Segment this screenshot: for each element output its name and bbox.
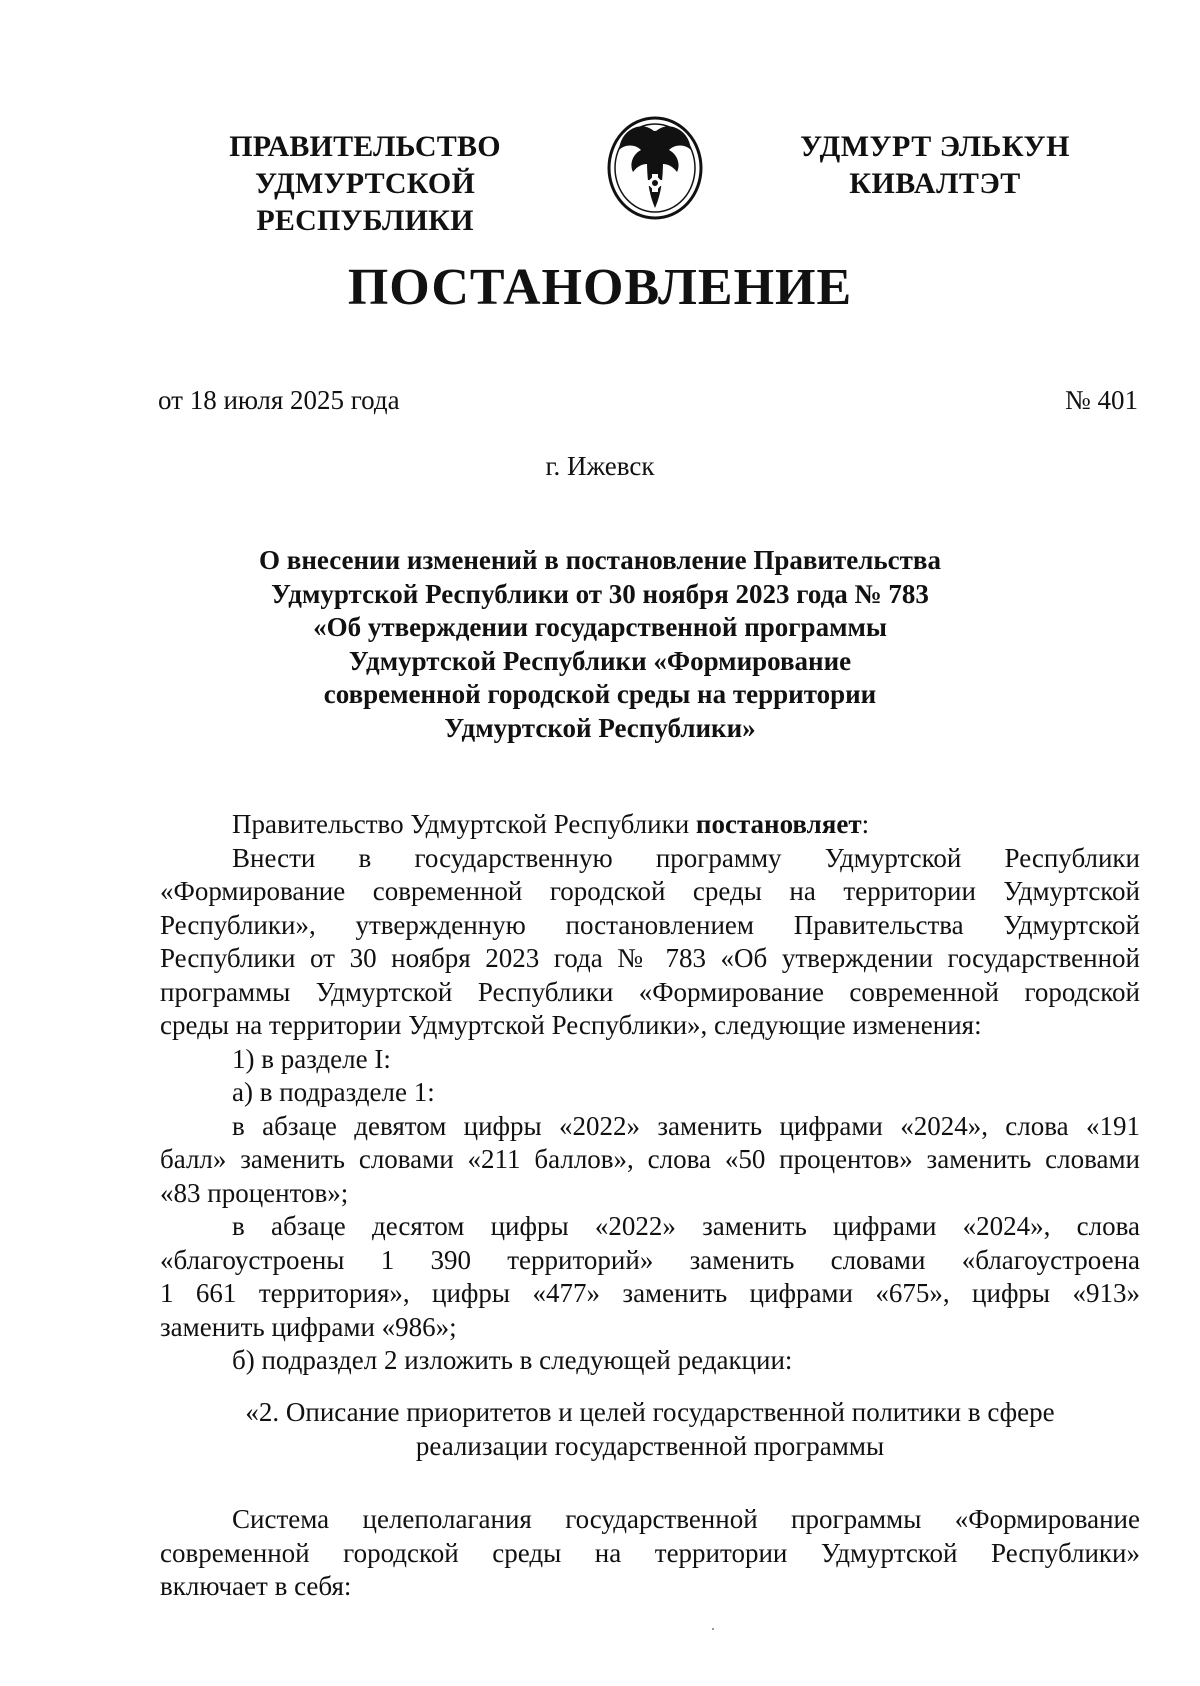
title-line: Удмуртской Республики «Формирование — [348, 645, 852, 676]
paragraph-line: Внести в государственную программу Удмуртской Республики — [232, 842, 1140, 873]
issuer-line: УДМУРТ ЭЛЬКУН — [800, 130, 1070, 163]
paragraph-line: программы Удмуртской Республики «Формирование современной городской — [160, 976, 1140, 1007]
title-line: «Об утверждении государственной программы — [313, 612, 887, 642]
decree-verb: постановляет — [695, 809, 862, 839]
title-line: Удмуртской Республики» — [444, 712, 756, 743]
section-body — [160, 1503, 1140, 1604]
document-city: г. Ижевск — [545, 451, 655, 481]
issuer-line: УДМУРТСКОЙ РЕСПУБЛИКИ — [255, 167, 475, 237]
list-item: а) в подразделе 1: — [232, 1077, 435, 1107]
document-body — [160, 808, 1140, 1378]
paragraph-line: балл» заменить словами «211 баллов», слова «50 процентов» заменить словами — [160, 1144, 1140, 1174]
paragraph-line: «благоустроены 1 390 территорий» заменить словами «благоустроена — [160, 1244, 1140, 1275]
udmurt-coat-of-arms-icon — [603, 110, 707, 222]
document-title — [160, 544, 1040, 745]
paragraph-line: «Формирование современной городской среды на территории Удмуртской — [160, 876, 1140, 906]
decree-colon: : — [861, 809, 870, 839]
document-number: № 401 — [1064, 385, 1138, 415]
paragraph-line: Республики», утвержденную постановлением Правительства Удмуртской — [160, 909, 1140, 940]
paragraph-line: в абзаце десятом цифры «2022» заменить цифрами «2024», слова — [232, 1211, 1140, 1241]
paragraph-line: современной городской среды на территории Удмуртской Республики» — [160, 1537, 1140, 1568]
scan-speck — [712, 1628, 714, 1630]
decree-sentence — [160, 808, 1140, 842]
paragraph-line: среды на территории Удмуртской Республики», следующие изменения: — [160, 1010, 982, 1040]
paragraph-line: в абзаце девятом цифры «2022» заменить цифрами «2024», слова «191 — [232, 1110, 1140, 1141]
decree-intro: Правительство Удмуртской Республики — [232, 809, 696, 839]
document-date: от 18 июля 2025 года — [158, 385, 400, 415]
issuer-name-udmurt — [780, 128, 1090, 202]
paragraph-line: Республики от 30 ноября 2023 года № 783 «Об утверждении государственной — [160, 943, 1140, 973]
paragraph-line: 1 661 территория», цифры «477» заменить цифрами «675», цифры «913» — [160, 1278, 1140, 1308]
section-heading — [160, 1396, 1140, 1463]
paragraph-line: заменить цифрами «986»; — [160, 1311, 457, 1342]
paragraph-line: «83 процентов»; — [160, 1177, 349, 1208]
issuer-name-russian — [145, 128, 585, 239]
document-type: ПОСТАНОВЛЕНИЕ — [347, 259, 853, 316]
paragraph-line: включает в себя: — [160, 1571, 352, 1601]
section-heading-line: «2. Описание приоритетов и целей государственной политики в сфере — [245, 1397, 1055, 1427]
title-line: О внесении изменений в постановление Правительства — [259, 545, 941, 575]
section-heading-line: реализации государственной программы — [415, 1430, 885, 1461]
issuer-line: ПРАВИТЕЛЬСТВО — [229, 130, 501, 163]
title-line: Удмуртской Республики от 30 ноября 2023 года № 783 — [271, 578, 929, 609]
list-item: 1) в разделе I: — [232, 1043, 391, 1074]
list-item: б) подраздел 2 изложить в следующей редакции: — [232, 1345, 793, 1375]
title-line: современной городской среды на территории — [323, 679, 877, 709]
issuer-line: КИВАЛТЭТ — [849, 167, 1021, 200]
paragraph-line: Система целеполагания государственной программы «Формирование — [232, 1504, 1140, 1534]
